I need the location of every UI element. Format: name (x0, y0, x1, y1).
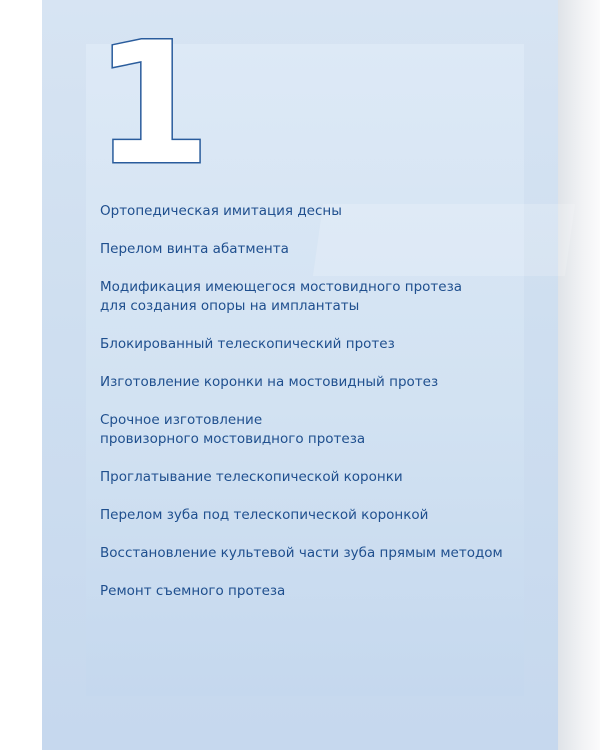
page-left-margin (0, 0, 42, 750)
toc-item-line: Срочное изготовление (100, 412, 263, 428)
toc-item-line: Ортопедическая имитация десны (100, 203, 342, 219)
toc-item-line: Изготовление коронки на мостовидный протез (100, 374, 439, 390)
page-right-margin (558, 0, 600, 750)
toc-item[interactable] (100, 373, 530, 392)
table-of-contents (100, 202, 530, 620)
toc-item[interactable] (100, 411, 530, 449)
toc-item-line: Блокированный телескопический протез (100, 336, 395, 352)
toc-item-line: Ремонт съемного протеза (100, 583, 286, 599)
toc-item[interactable] (100, 335, 530, 354)
toc-item-line: Восстановление культевой части зуба прямым методом (100, 545, 503, 561)
toc-item[interactable] (100, 468, 530, 487)
toc-item[interactable] (100, 240, 530, 259)
toc-item[interactable] (100, 506, 530, 525)
toc-item-line: Перелом зуба под телескопической коронкой (100, 507, 429, 523)
toc-item[interactable] (100, 202, 530, 221)
chapter-number-text: 1 (94, 6, 207, 202)
toc-item[interactable] (100, 544, 530, 563)
toc-item-line: Модификация имеющегося мостовидного протеза (100, 279, 463, 295)
chapter-number (92, 6, 207, 202)
toc-item[interactable] (100, 278, 530, 316)
toc-item-line: Проглатывание телескопической коронки (100, 469, 403, 485)
toc-item-line: для создания опоры на имплантаты (100, 298, 360, 314)
toc-item-line: провизорного мостовидного протеза (100, 431, 366, 447)
toc-item-line: Перелом винта абатмента (100, 241, 289, 257)
toc-item[interactable] (100, 582, 530, 601)
